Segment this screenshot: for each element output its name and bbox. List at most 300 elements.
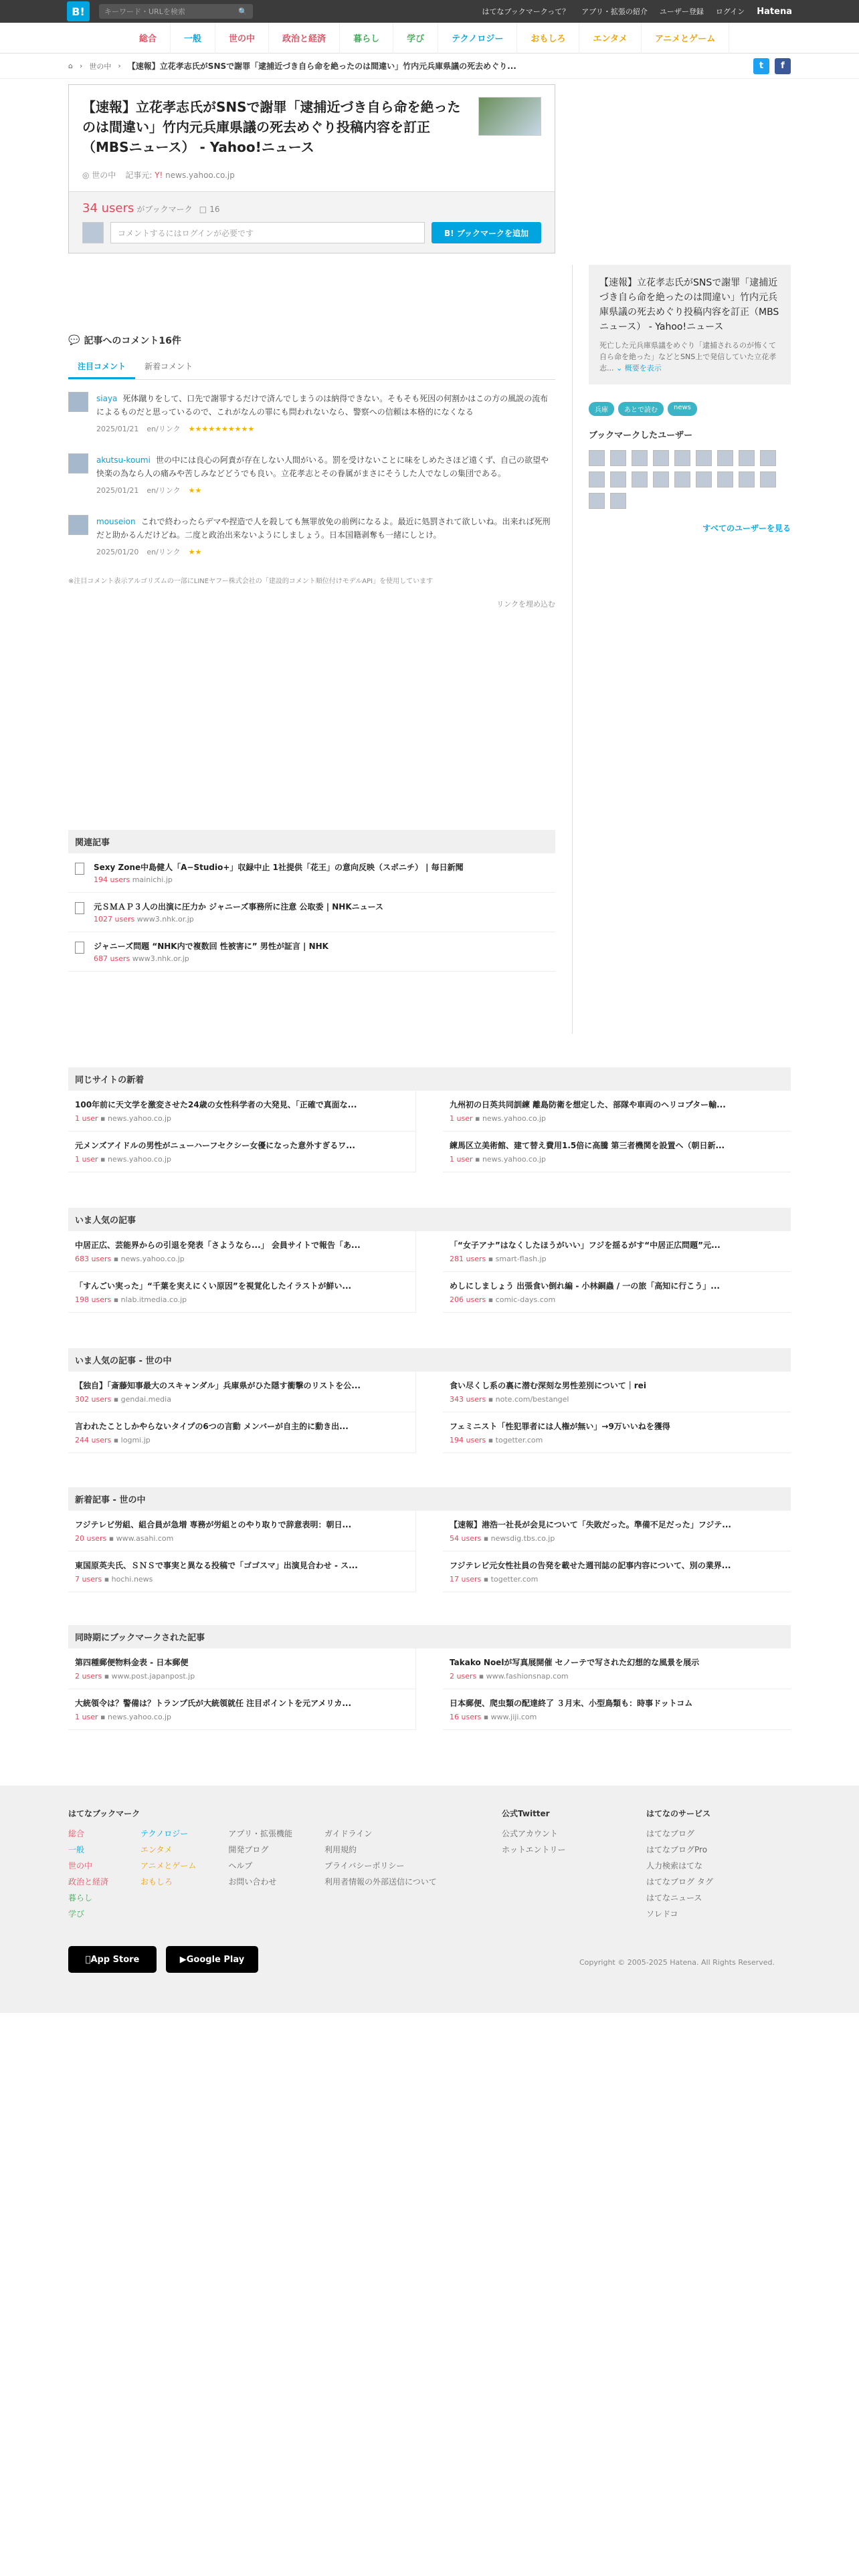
category-tab[interactable]: 総合	[126, 23, 171, 53]
tag[interactable]: 兵庫	[589, 402, 614, 416]
footer-col-bookmark	[68, 1806, 437, 1922]
comment-body	[96, 515, 555, 559]
article-title[interactable]: 第四種郵便物料金表 - 日本郵便	[75, 1658, 189, 1667]
user-avatar[interactable]	[674, 450, 690, 466]
source-domain[interactable]: news.yahoo.co.jp	[165, 171, 235, 180]
related-domain: www3.nhk.or.jp	[136, 915, 194, 924]
bookmark-users-heading: ブックマークしたユーザー	[589, 431, 693, 441]
comment-meta	[96, 484, 555, 498]
user-avatar[interactable]	[653, 450, 669, 466]
article-users[interactable]: 2 users	[450, 1672, 477, 1681]
favicon-icon: ▪	[111, 1436, 121, 1444]
related-articles	[68, 830, 555, 972]
article-meta	[450, 1534, 784, 1543]
article-title[interactable]: 食い尽くし系の裏に潜む深刻な男性差別について｜rei	[450, 1381, 646, 1390]
article-domain: note.com/bestangel	[495, 1395, 569, 1404]
favicon-icon: ▪	[486, 1295, 496, 1304]
tag[interactable]: news	[668, 402, 697, 416]
category-tab[interactable]: 政治と経済	[269, 23, 340, 53]
avatar	[82, 222, 104, 243]
category-tab[interactable]: 一般	[171, 23, 215, 53]
article-item[interactable]	[443, 1412, 791, 1453]
favicon-icon: ▪	[106, 1534, 116, 1543]
related-item[interactable]	[68, 893, 555, 932]
article-meta	[450, 1672, 784, 1681]
article-domain: news.yahoo.co.jp	[482, 1114, 547, 1123]
article-domain: news.yahoo.co.jp	[107, 1155, 172, 1164]
entry-box	[68, 84, 555, 253]
user-avatar[interactable]	[632, 471, 648, 488]
article-meta	[75, 1672, 409, 1681]
category-tab[interactable]: エンタメ	[579, 23, 641, 53]
article-users[interactable]: 194 users	[450, 1436, 486, 1444]
article-users[interactable]: 1 user	[75, 1713, 98, 1721]
article-title[interactable]: 100年前に天文学を激変させた24歳の女性科学者の大発見、「正確で真面な...	[75, 1100, 357, 1109]
footer-link[interactable]: 総合	[68, 1829, 85, 1838]
favicon-icon: ▪	[472, 1114, 482, 1123]
category-bar	[0, 23, 859, 53]
hatena-brand[interactable]: Hatena	[757, 6, 792, 17]
related-domain: www3.nhk.or.jp	[132, 954, 189, 963]
comment-text: 世の中には良心の阿責が存在しない人間がいる。罰を受けないことに味をしめたさほど遠くず、自己の欲望や快楽の為なら人の痛みや苦しみなどどうでも良い。立花孝志とその眷属がまさにそうした人でなしの集団である。	[96, 455, 549, 478]
comment-meta	[96, 423, 555, 436]
footer-link[interactable]: はてなブログPro	[646, 1845, 708, 1854]
star-rating[interactable]: ★★	[188, 548, 202, 556]
article-item[interactable]	[68, 1648, 416, 1689]
user-avatar[interactable]	[760, 450, 776, 466]
comment-user[interactable]: mouseion	[96, 517, 136, 526]
user-avatar[interactable]	[589, 450, 605, 466]
comment-link[interactable]: en/リンク	[147, 548, 181, 556]
comment-text: 死体蹴りをして、口先で謝罪するだけで済んでしまうのは納得できない。そもそも死因の何割かはこの方の風説の流布によるものだと思っているので、これがなんの罪にも問われないなら、警察への信頼は本格的になくなる	[96, 394, 549, 417]
column-divider	[572, 265, 573, 1034]
section-heading: 同時期にブックマークされた記事	[68, 1625, 791, 1648]
footer-link[interactable]: はてなブログ タグ	[646, 1877, 713, 1887]
comment-body	[96, 453, 555, 498]
related-users[interactable]: 1027 users	[94, 915, 135, 924]
article-users[interactable]: 7 users	[75, 1575, 102, 1584]
footer-heading: はてなブックマーク	[68, 1809, 140, 1818]
sidebar	[589, 265, 791, 534]
article-title[interactable]: 元メンズアイドルの男性がニューハーフセクシー女優になった意外すぎるワ...	[75, 1141, 355, 1150]
breadcrumb	[0, 53, 859, 79]
section-grid	[68, 1511, 791, 1592]
search-input[interactable]	[99, 4, 253, 19]
article-users[interactable]: 1 user	[75, 1155, 98, 1164]
category-tab[interactable]: アニメとゲーム	[642, 23, 729, 53]
user-avatar[interactable]	[610, 471, 626, 488]
article-meta	[450, 1295, 784, 1304]
section-3	[68, 1487, 791, 1592]
sidebar-description: 死亡した元兵庫県議をめぐり「逮捕されるのが怖くて自ら命を絶った」などとSNS上で発信していた立花孝志... ⌄ 概要を表示	[599, 341, 777, 372]
footer-link[interactable]: アプリ・拡張機能	[228, 1829, 292, 1838]
article-meta	[450, 1713, 784, 1721]
article-domain: togetter.com	[495, 1436, 543, 1444]
article-meta	[75, 1155, 409, 1164]
section-heading: 新着記事 - 世の中	[68, 1487, 791, 1511]
favicon-icon: ▪	[98, 1713, 108, 1721]
user-avatar[interactable]	[632, 450, 648, 466]
article-domain: news.yahoo.co.jp	[107, 1114, 172, 1123]
add-bookmark-button[interactable]: B! ブックマークを追加	[432, 222, 541, 243]
comment-list	[68, 380, 555, 564]
article-item[interactable]	[443, 1648, 791, 1689]
top-nav	[482, 6, 792, 17]
section-grid	[68, 1648, 791, 1730]
category-tab[interactable]: おもしろ	[517, 23, 579, 53]
entry-title[interactable]: 【速報】立花孝志氏がSNSで謝罪「逮捕近づき自ら命を絶ったのは間違い」竹内元兵庫県議の死去めぐり投稿内容を訂正（MBSニュース） - Yahoo!ニュース	[82, 99, 461, 155]
footer-link[interactable]: 公式アカウント	[502, 1829, 558, 1838]
category-tab[interactable]: テクノロジー	[438, 23, 517, 53]
related-users[interactable]: 194 users	[94, 875, 130, 884]
facebook-icon[interactable]: f	[775, 58, 791, 74]
related-item[interactable]	[68, 932, 555, 972]
footer	[0, 1786, 859, 2013]
article-domain: smart-flash.jp	[495, 1255, 547, 1263]
article-domain: www.asahi.com	[116, 1534, 174, 1543]
comment-user[interactable]: akutsu-koumi	[96, 455, 151, 465]
article-meta	[450, 1155, 784, 1164]
article-users[interactable]: 343 users	[450, 1395, 486, 1404]
footer-link[interactable]: はてなブログ	[646, 1829, 695, 1838]
sidebar-entry-card	[589, 265, 791, 385]
nav-about[interactable]: はてなブックマークって？	[482, 7, 570, 16]
related-heading: 関連記事	[68, 830, 555, 853]
article-users[interactable]: 198 users	[75, 1295, 112, 1304]
article-meta	[75, 1114, 409, 1123]
favicon-icon: ▪	[98, 1114, 108, 1123]
article-domain: www.post.japanpost.jp	[111, 1672, 195, 1681]
share-buttons	[753, 58, 791, 74]
nav-apps[interactable]: アプリ・拡張の紹介	[581, 7, 648, 16]
tab-new-comments[interactable]: 新着コメント	[145, 362, 193, 371]
favicon-icon: ▪	[481, 1713, 491, 1721]
article-domain: comic-days.com	[495, 1295, 556, 1304]
article-title[interactable]: 【独自】「斎藤知事最大のスキャンダル」兵庫県がひた隠す衝撃のリストを公...	[75, 1381, 361, 1390]
comment-date[interactable]: 2025/01/21	[96, 486, 139, 495]
category-tab[interactable]: 世の中	[215, 23, 269, 53]
article-item[interactable]	[68, 1412, 416, 1453]
article-users[interactable]: 281 users	[450, 1255, 486, 1263]
section-heading: いま人気の記事	[68, 1208, 791, 1231]
comment-meta	[96, 546, 555, 559]
article-title[interactable]: めしにしましょう 出張食い倒れ編 - 小林銅蟲 / 一の旅「高知に行こう」...	[450, 1281, 720, 1291]
section-grid	[68, 1091, 791, 1172]
user-avatar[interactable]	[696, 450, 712, 466]
footer-link[interactable]: 人力検索はてな	[646, 1861, 703, 1870]
related-title[interactable]: 元ＳＭＡＰ３人の出演に圧力か ジャニーズ事務所に注意 公取委 | NHKニュース	[94, 902, 384, 911]
main-column	[68, 84, 555, 972]
favicon-icon: ▪	[472, 1155, 482, 1164]
footer-link[interactable]: ヘルプ	[228, 1861, 253, 1870]
article-users[interactable]: 54 users	[450, 1534, 482, 1543]
footer-link[interactable]: 開発ブログ	[228, 1845, 269, 1854]
article-meta	[75, 1295, 409, 1304]
article-title[interactable]: 九州初の日英共同訓練 離島防衛を想定した、部隊や車両のヘリコプター輸...	[450, 1100, 726, 1109]
article-domain: www.jiji.com	[490, 1713, 537, 1721]
article-users[interactable]: 16 users	[450, 1713, 482, 1721]
user-avatar[interactable]	[717, 450, 733, 466]
bookmark-users[interactable]: 34 users	[82, 201, 134, 215]
breadcrumb-section[interactable]: 世の中	[89, 62, 112, 71]
article-domain: newsdig.tbs.co.jp	[490, 1534, 555, 1543]
article-users[interactable]: 20 users	[75, 1534, 107, 1543]
user-avatar[interactable]	[739, 450, 755, 466]
comment-item	[68, 380, 555, 441]
comment-date[interactable]: 2025/01/21	[96, 425, 139, 433]
document-icon	[75, 863, 84, 875]
article-domain: togetter.com	[490, 1575, 539, 1584]
section-heading: 同じサイトの新着	[68, 1067, 791, 1091]
favicon-icon: ▪	[481, 1534, 491, 1543]
article-meta	[450, 1395, 784, 1404]
footer-link[interactable]: お問い合わせ	[228, 1877, 277, 1887]
article-meta	[450, 1114, 784, 1123]
hatena-bookmark-logo[interactable]: B!	[67, 1, 90, 21]
article-item[interactable]	[443, 1272, 791, 1313]
document-icon	[75, 902, 84, 914]
article-users[interactable]: 1 user	[450, 1155, 473, 1164]
article-title[interactable]: 「“女子アナ”はなくしたほうがいい」フジを揺るがす“中居正広問題”元...	[450, 1241, 721, 1250]
footer-col-services	[646, 1806, 713, 1922]
article-domain: logmi.jp	[120, 1436, 151, 1444]
article-title[interactable]: フェミニスト「性犯罪者には人権が無い」→9万いいねを獲得	[450, 1422, 670, 1431]
nav-login[interactable]: ログイン	[715, 7, 745, 16]
article-meta	[75, 1713, 409, 1721]
comment-input[interactable]: コメントするにはログインが必要です	[110, 222, 425, 243]
article-title[interactable]: 「すんごい実った」“千葉を実えにくい原因”を視覚化したイラストが鮮い...	[75, 1281, 352, 1291]
bookmark-area	[69, 191, 555, 253]
article-meta	[75, 1534, 409, 1543]
copyright: Copyright © 2005-2025 Hatena. All Rights Reserved.	[579, 1958, 775, 1967]
chevron-right-icon: ›	[118, 62, 121, 70]
footer-link[interactable]: ソレドコ	[646, 1909, 678, 1919]
avatar[interactable]	[68, 453, 88, 473]
article-title[interactable]: 【速報】港浩一社長が会見について「失敗だった。準備不足だった」フジテ...	[450, 1520, 731, 1529]
article-item[interactable]	[68, 1231, 416, 1272]
article-title[interactable]: 東国原英夫氏、ＳＮＳで事実と異なる投稿で「ゴゴスマ」出演見合わせ - ス...	[75, 1561, 358, 1570]
comments-heading: 💬 記事へのコメント16件	[68, 335, 181, 346]
section-1	[68, 1208, 791, 1313]
article-meta	[75, 1395, 409, 1404]
comment-icon: □	[199, 205, 207, 214]
article-item[interactable]	[68, 1372, 416, 1412]
related-title[interactable]: Sexy Zone中島健人「A−Studio+」収録中止 1社提供「花王」の意向反映（スポニチ） | 毎日新聞	[94, 863, 464, 872]
user-avatar[interactable]	[610, 450, 626, 466]
footer-link[interactable]: 利用者情報の外部送信について	[324, 1877, 437, 1887]
article-title[interactable]: 練馬区立美術館、建て替え費用1.5倍に高騰 第三者機関を設置へ（朝日新...	[450, 1141, 725, 1150]
favicon-icon: ▪	[102, 1672, 112, 1681]
comment-body	[96, 392, 555, 436]
user-avatar[interactable]	[696, 471, 712, 488]
comment-item	[68, 503, 555, 564]
footer-heading: 公式Twitter	[502, 1809, 550, 1818]
article-meta	[450, 1436, 784, 1444]
footer-link[interactable]: はてなニュース	[646, 1893, 702, 1903]
footer-col-twitter	[502, 1806, 566, 1858]
tab-popular-comments[interactable]: 注目コメント	[68, 355, 135, 379]
article-domain: news.yahoo.co.jp	[107, 1713, 172, 1721]
user-avatar[interactable]	[674, 471, 690, 488]
entry-thumbnail[interactable]	[478, 97, 541, 136]
favicon-icon: ▪	[486, 1255, 496, 1263]
footer-link[interactable]: ホットエントリー	[502, 1845, 566, 1854]
comment-item	[68, 441, 555, 503]
footer-link[interactable]: エンタメ	[140, 1845, 173, 1854]
article-item[interactable]	[443, 1132, 791, 1172]
article-title[interactable]: 中居正広、芸能界からの引退を発表「さようなら...」 会員サイトで報告「あ...	[75, 1241, 361, 1250]
related-meta	[94, 954, 328, 963]
twitter-icon[interactable]: t	[753, 58, 769, 74]
article-title[interactable]: フジテレビ労組、組合員が急増 専務が労組とのやり取りで辞意表明：朝日...	[75, 1520, 352, 1529]
article-users[interactable]: 1 user	[450, 1114, 473, 1123]
breadcrumb-title: 【速報】立花孝志氏がSNSで謝罪「逮捕近づき自ら命を絶ったのは間違い」竹内元兵庫県議の死去めぐり...	[127, 62, 516, 71]
section-0	[68, 1067, 791, 1172]
embed-link[interactable]: リンクを埋め込む	[496, 600, 555, 609]
category-label[interactable]: ◎ 世の中	[82, 171, 116, 180]
speech-bubble-icon: 💬	[68, 335, 80, 346]
related-meta	[94, 875, 464, 884]
article-meta	[450, 1575, 784, 1584]
footer-link[interactable]: ガイドライン	[324, 1829, 373, 1838]
article-item[interactable]	[443, 1091, 791, 1132]
tag-list	[589, 402, 791, 416]
article-item[interactable]	[443, 1511, 791, 1551]
related-title[interactable]: ジャニーズ問題 “NHK内で複数回 性被害に” 男性が証言 | NHK	[94, 942, 328, 951]
article-users[interactable]: 206 users	[450, 1295, 486, 1304]
article-meta	[75, 1436, 409, 1444]
algorithm-note: ※注目コメント表示アルゴリズムの一部にLINEヤフー株式会社の「建設的コメント順位付けモデルAPI」を使用しています	[68, 578, 434, 585]
article-title[interactable]: 日本郵便、爬虫類の配達終了 ３月末、小型鳥類も：時事ドットコム	[450, 1699, 693, 1708]
footer-link[interactable]: 学び	[68, 1909, 85, 1919]
article-meta	[75, 1255, 409, 1263]
article-item[interactable]	[443, 1372, 791, 1412]
comment-tabs	[68, 355, 555, 380]
article-users[interactable]: 302 users	[75, 1395, 112, 1404]
footer-link[interactable]: 利用規約	[324, 1845, 357, 1854]
home-icon[interactable]: ⌂	[68, 62, 73, 70]
star-rating[interactable]: ★★	[188, 486, 202, 495]
bookmark-suffix: がブックマーク	[136, 205, 193, 214]
favicon-icon: ▪	[102, 1575, 112, 1584]
comment-link[interactable]: en/リンク	[147, 486, 181, 495]
article-users[interactable]: 244 users	[75, 1436, 112, 1444]
footer-link[interactable]: テクノロジー	[140, 1829, 189, 1838]
article-domain: gendai.media	[120, 1395, 171, 1404]
article-item[interactable]	[68, 1272, 416, 1313]
footer-link[interactable]: アニメとゲーム	[140, 1861, 197, 1870]
footer-link[interactable]: おもしろ	[140, 1877, 173, 1887]
user-avatar[interactable]	[760, 471, 776, 488]
user-avatar[interactable]	[717, 471, 733, 488]
category-tab[interactable]: 学び	[393, 23, 438, 53]
article-item[interactable]	[443, 1689, 791, 1730]
footer-link[interactable]: 一般	[68, 1845, 85, 1854]
related-users[interactable]: 687 users	[94, 954, 130, 963]
comment-count: 16	[209, 205, 220, 214]
footer-link[interactable]: 政治と経済	[68, 1877, 109, 1887]
favicon-icon: ▪	[111, 1255, 121, 1263]
article-title[interactable]: フジテレビ元女性社員の告発を載せた週刊誌の記事内容について、別の業界...	[450, 1561, 731, 1570]
all-users-link[interactable]: すべてのユーザーを見る	[702, 524, 791, 533]
footer-heading: はてなのサービス	[646, 1809, 711, 1818]
chevron-right-icon: ›	[79, 62, 83, 70]
favicon-icon: ▪	[476, 1672, 486, 1681]
article-meta	[75, 1575, 409, 1584]
article-item[interactable]	[68, 1091, 416, 1132]
source-label: 記事元: Y! news.yahoo.co.jp	[125, 171, 235, 180]
top-bar	[0, 0, 859, 23]
search-placeholder: キーワード・URLを検索	[104, 7, 185, 16]
article-domain: hochi.news	[111, 1575, 153, 1584]
nav-signup[interactable]: ユーザー登録	[659, 7, 704, 16]
article-users[interactable]: 2 users	[75, 1672, 102, 1681]
section-4	[68, 1625, 791, 1730]
article-users[interactable]: 683 users	[75, 1255, 112, 1263]
article-domain: www.fashionsnap.com	[486, 1672, 569, 1681]
favicon-icon: ▪	[98, 1155, 108, 1164]
app-store-button[interactable]: App Store	[68, 1946, 157, 1973]
article-title[interactable]: Takako Noelが写真展開催 セノーテで写された幻想的な風景を展示	[450, 1658, 700, 1667]
user-avatar[interactable]	[610, 493, 626, 509]
section-grid	[68, 1372, 791, 1453]
section-2	[68, 1348, 791, 1453]
tag[interactable]: あとで読む	[618, 402, 664, 416]
comment-link[interactable]: en/リンク	[147, 425, 181, 433]
category-tab[interactable]: 暮らし	[340, 23, 393, 53]
article-title[interactable]: 言われたことしかやらないタイプの6つの言動 メンバーが自主的に動き出...	[75, 1422, 349, 1431]
favicon-icon: ▪	[486, 1395, 496, 1404]
footer-link[interactable]: プライバシーポリシー	[324, 1861, 405, 1870]
comment-date[interactable]: 2025/01/20	[96, 548, 139, 556]
article-item[interactable]	[68, 1511, 416, 1551]
related-item[interactable]	[68, 853, 555, 893]
article-item[interactable]	[68, 1132, 416, 1172]
avatar[interactable]	[68, 392, 88, 412]
footer-link[interactable]: 世の中	[68, 1861, 93, 1870]
article-item[interactable]	[68, 1551, 416, 1592]
comment-user[interactable]: siaya	[96, 394, 118, 403]
star-rating[interactable]: ★★★★★★★★★★	[188, 425, 255, 433]
article-users[interactable]: 1 user	[75, 1114, 98, 1123]
related-meta	[94, 915, 383, 924]
google-play-button[interactable]: ▶ Google Play	[166, 1946, 258, 1973]
user-avatar[interactable]	[589, 493, 605, 509]
article-title[interactable]: 大統領令は？警備は？トランプ氏が大統領就任 注目ポイントを元アメリカ...	[75, 1699, 352, 1708]
user-avatar[interactable]	[589, 471, 605, 488]
favicon-icon: ▪	[111, 1395, 121, 1404]
document-icon	[75, 942, 84, 954]
article-item[interactable]	[443, 1551, 791, 1592]
footer-link[interactable]: 暮らし	[68, 1893, 93, 1903]
search-icon[interactable]: 🔍	[238, 7, 248, 16]
comment-text: これで終わったらデマや捏造で人を殺しても無罪放免の前例になるよ。最近に処罰されて欲しいね。出来れば死刑だと助かるんだけどね。二度と政治出来ないようにしましょう。日本国籍剥奪も一緒にしとけ。	[96, 517, 551, 540]
article-item[interactable]	[68, 1689, 416, 1730]
related-domain: mainichi.jp	[132, 875, 173, 884]
user-avatar[interactable]	[653, 471, 669, 488]
section-heading: いま人気の記事 - 世の中	[68, 1348, 791, 1372]
show-summary-link[interactable]: ⌄ 概要を表示	[616, 364, 662, 372]
category-icon: ◎	[82, 171, 92, 180]
article-users[interactable]: 17 users	[450, 1575, 482, 1584]
bookmark-user-grid	[589, 450, 791, 509]
article-domain: news.yahoo.co.jp	[482, 1155, 547, 1164]
article-item[interactable]	[443, 1231, 791, 1272]
avatar[interactable]	[68, 515, 88, 535]
user-avatar[interactable]	[739, 471, 755, 488]
sidebar-title[interactable]: 【速報】立花孝志氏がSNSで謝罪「逮捕近づき自ら命を絶ったのは間違い」竹内元兵庫県議の死去めぐり投稿内容を訂正（MBSニュース） - Yahoo!ニュース	[599, 278, 779, 332]
favicon-icon: ▪	[111, 1295, 121, 1304]
